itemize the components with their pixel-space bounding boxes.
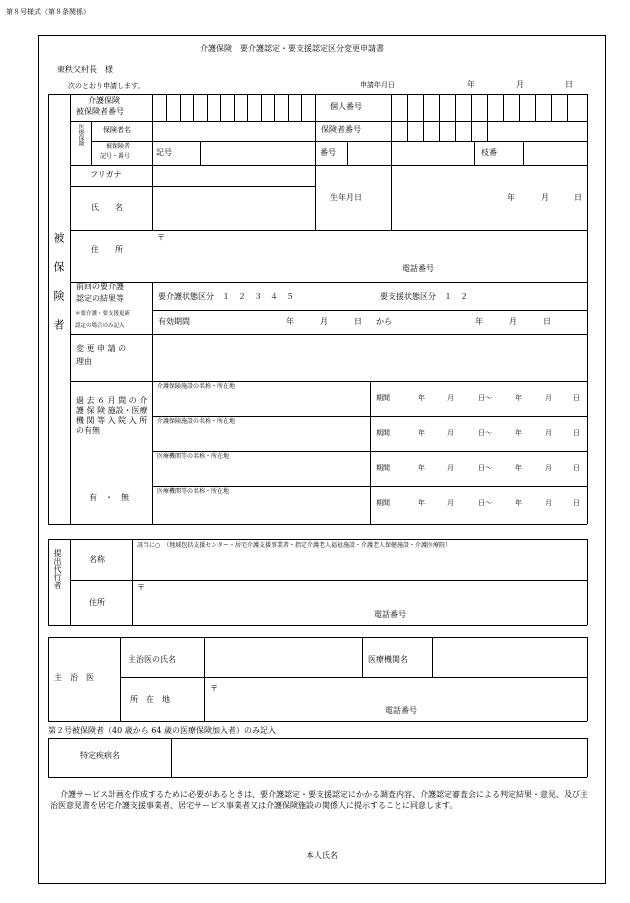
- form-frame: [38, 35, 606, 884]
- agent-name-label: 名称: [89, 555, 105, 564]
- doctor-postal-mark: 〒: [210, 684, 218, 693]
- symbol-label: 記号: [156, 148, 172, 157]
- change-reason-label-2: 理由: [76, 357, 92, 366]
- agent-address-label: 住所: [89, 598, 105, 607]
- agent-postal-mark: 〒: [137, 583, 145, 592]
- support-level: 要支援状態区分 １ ２: [380, 292, 468, 301]
- validity-to-month: 月: [509, 317, 517, 326]
- insured-number-label-2: 被保険者番号: [76, 107, 124, 116]
- agent-section-label: 提出代行者: [53, 549, 62, 589]
- previous-note-1: ＊要介護・要支援更新: [75, 311, 131, 317]
- birth-month: 月: [541, 193, 549, 202]
- facility-yes-no: 有 ・ 無: [89, 493, 129, 502]
- birthdate-label: 生年月日: [330, 193, 362, 202]
- change-reason-label-1: 変 更 申 請 の: [76, 344, 127, 353]
- previous-label-1: 前回の要介護: [76, 282, 124, 291]
- doctor-location-label: 所 在 地: [130, 695, 170, 704]
- validity-from-year: 年: [286, 317, 294, 326]
- name-label: 氏 名: [91, 203, 123, 212]
- doctor-name-label: 主治医の氏名: [128, 655, 176, 664]
- agent-phone-label: 電話番号: [374, 610, 406, 619]
- date-day: 日: [565, 80, 573, 89]
- insured-symbol-label-1: 被保険者: [106, 143, 131, 150]
- birth-day: 日: [574, 193, 582, 202]
- care-level: 要介護状態区分 １ ２ ３ ４ ５: [158, 292, 294, 301]
- branch-label: 枝番: [481, 148, 497, 157]
- insured-number-label-1: 介護保険: [88, 96, 120, 105]
- doctor-institution-label: 医療機関名: [368, 655, 408, 664]
- doctor-section-label: 主 治 医: [54, 673, 94, 682]
- previous-note-2: 認定の場合のみ記入: [75, 323, 125, 329]
- insured-symbol-label-2: 記号・番号: [100, 153, 131, 160]
- medical-insurance-label: 医療保険: [77, 124, 84, 146]
- insured-phone-label: 電話番号: [402, 264, 434, 273]
- furigana-label: フリガナ: [90, 170, 122, 179]
- validity-from-day: 日: [354, 317, 362, 326]
- form-title: 介護保険 要介護認定・要支援認定区分変更申請書: [200, 44, 384, 53]
- number-label: 番号: [320, 148, 336, 157]
- form-number: 第８号様式（第８条関係）: [6, 8, 90, 16]
- validity-to-day: 日: [543, 317, 551, 326]
- second-insured-note: 第２号被保険者（40 歳から 64 歳の医療保険加入者）のみ記入: [48, 726, 276, 735]
- address-label: 住 所: [91, 245, 123, 254]
- disease-label: 特定疾病名: [80, 751, 120, 760]
- facility-history-label: 過 去 ６ 月 間 の 介 護 保 険 施設・医療機 関 等 入 院 入 所の有無: [76, 396, 148, 435]
- personal-number-label: 個人番号: [330, 102, 362, 111]
- insured-section-label: 被保険者: [52, 232, 65, 348]
- consent-text: 介護サービス計画を作成するために必要があるときは、要介護認定・要支援認定にかかる調査内容、介護認定審査会による判定結果・意見、及び主治医意見書を居宅介護支援事業者、居宅サービス事業者又は介護保険施設の関係人に提示することに同意します。: [50, 790, 588, 811]
- date-month: 月: [516, 80, 524, 89]
- insurer-name-label: 保険者名: [103, 126, 131, 134]
- intro-text: 次のとおり申請します。: [68, 82, 145, 90]
- validity-from: から: [376, 317, 392, 326]
- validity-from-month: 月: [320, 317, 328, 326]
- doctor-phone-label: 電話番号: [385, 706, 417, 715]
- date-label: 申請年月日: [360, 81, 395, 89]
- agent-applicable: 該当に○ （地域包括支援センター・居宅介護支援事業者・指定介護老人福祉施設・介護老人保健施設・介護医療院）: [137, 542, 451, 549]
- validity-label: 有効期間: [158, 317, 190, 326]
- addressee: 東秩父村長 様: [57, 65, 113, 74]
- insurer-number-label: 保険者番号: [321, 125, 361, 134]
- birth-year: 年: [507, 193, 515, 202]
- signature-label: 本人氏名: [306, 851, 338, 860]
- address-postal-mark: 〒: [157, 233, 165, 242]
- validity-to-year: 年: [475, 317, 483, 326]
- previous-label-2: 認定の結果等: [76, 294, 124, 303]
- date-year: 年: [467, 80, 475, 89]
